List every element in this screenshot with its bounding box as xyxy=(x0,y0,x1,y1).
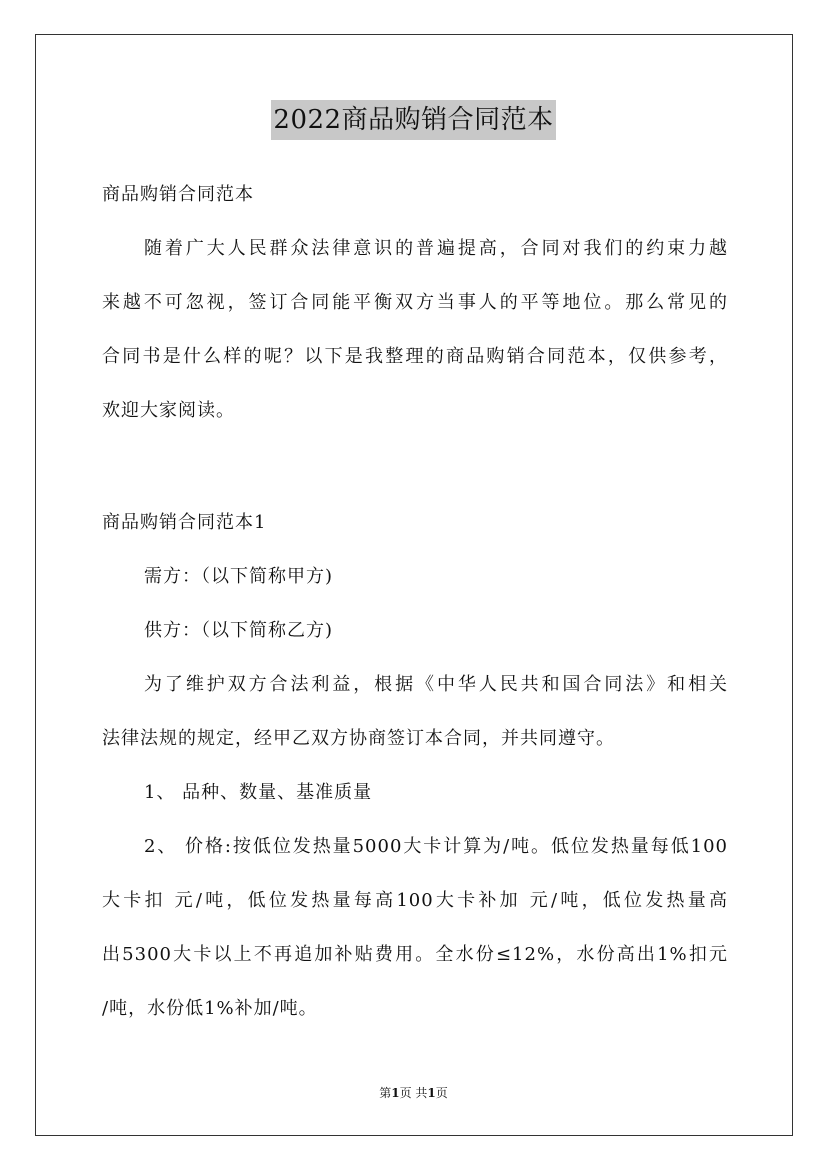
page-footer xyxy=(0,1084,827,1101)
footer-suffix: 页 xyxy=(435,1086,448,1100)
paragraph-line: 为了维护双方合法利益，根据《中华人民共和国合同法》和相关 xyxy=(144,674,728,695)
section-heading: 商品购销合同范本1 xyxy=(102,512,267,533)
paragraph-line: /吨，水份低1%补加/吨。 xyxy=(102,998,318,1019)
footer-page-total: 1 xyxy=(427,1086,436,1100)
subtitle-line: 商品购销合同范本 xyxy=(102,184,254,205)
footer-prefix: 第 xyxy=(379,1086,392,1100)
clause-item-1: 1、 品种、数量、基准质量 xyxy=(144,782,373,803)
seller-line: 供方：（以下简称乙方) xyxy=(144,620,334,641)
title-container xyxy=(0,100,827,140)
document-title: 2022商品购销合同范本 xyxy=(271,100,555,140)
paragraph-line: 大卡扣 元/吨，低位发热量每高100大卡补加 元/吨，低位发热量高 xyxy=(102,890,728,911)
paragraph-line: 出5300大卡以上不再追加补贴费用。全水份≤12%，水份高出1%扣元 xyxy=(102,944,728,965)
paragraph-line: 合同书是什么样的呢？以下是我整理的商品购销合同范本，仅供参考， xyxy=(102,346,728,367)
clause-item-2: 2、 价格:按低位发热量5000大卡计算为/吨。低位发热量每低100 xyxy=(144,836,728,857)
footer-page-number: 1 xyxy=(391,1086,400,1100)
paragraph-line: 来越不可忽视，签订合同能平衡双方当事人的平等地位。那么常见的 xyxy=(102,292,728,313)
paragraph-line: 法律法规的规定，经甲乙双方协商签订本合同，并共同遵守。 xyxy=(102,728,615,749)
buyer-line: 需方：（以下简称甲方) xyxy=(144,566,334,587)
paragraph-line: 欢迎大家阅读。 xyxy=(102,400,235,421)
footer-mid: 页 共 xyxy=(399,1086,428,1100)
paragraph-line: 随着广大人民群众法律意识的普遍提高，合同对我们的约束力越 xyxy=(144,238,728,259)
